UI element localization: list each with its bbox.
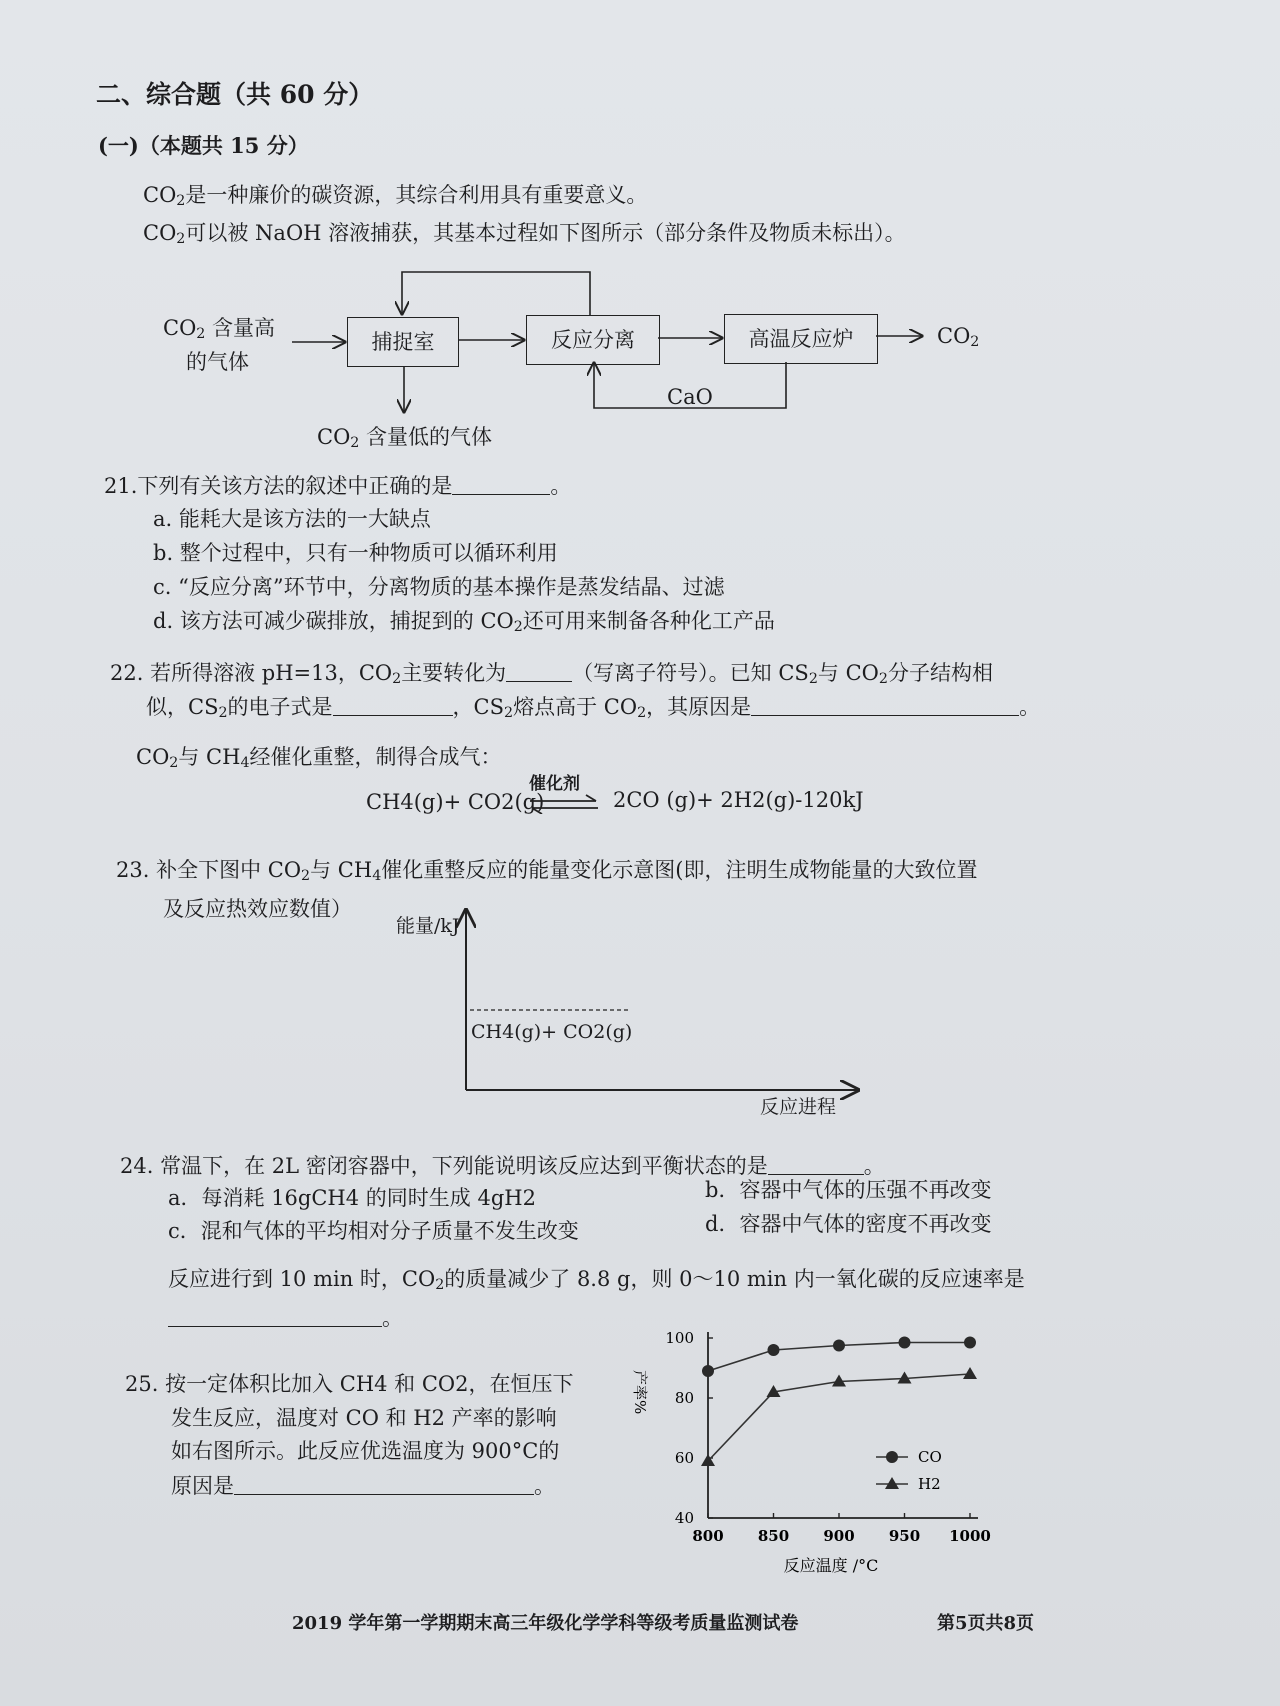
q23-text: 与 CH [310, 858, 373, 882]
q21-option-c: c. “反应分离”环节中，分离物质的基本操作是蒸发结晶、过滤 [153, 575, 725, 599]
q21-answer-blank[interactable] [452, 473, 550, 495]
q24-answer-blank[interactable] [768, 1153, 864, 1175]
chart-y-tick-label: 60 [674, 1449, 694, 1467]
intro-line-2: $CO_2$可以被 NaOH 溶液捕获，其基本过程如下图所示（部分条件及物质未标出）。 [143, 221, 906, 248]
flow-output-co2: CO [937, 324, 971, 348]
flow-input-line1: $CO_2$ 含量高 [163, 316, 276, 343]
q22-text: ，CS [452, 695, 505, 719]
chart-x-tick-label: 800 [692, 1527, 724, 1545]
reform-equation-right: 2CO (g)+ 2H2(g)-120kJ [613, 788, 864, 812]
reform-text: 与 CH [178, 745, 241, 769]
q22-reason-blank[interactable] [751, 694, 1019, 716]
flow-output: $CO_2$ [937, 324, 980, 351]
q21-option-b: b. 整个过程中，只有一种物质可以循环利用 [153, 541, 558, 565]
intro-line-2-text: 可以被 NaOH 溶液捕获，其基本过程如下图所示（部分条件及物质未标出）。 [185, 221, 906, 245]
chart-y-tick-label: 80 [674, 1389, 694, 1407]
chart-x-label: 反应温度 /°C [783, 1556, 879, 1575]
q22-text: （写离子符号）。已知 CS [572, 661, 809, 685]
chart-y-tick-label: 100 [665, 1329, 694, 1347]
intro-co2-text: CO [143, 183, 177, 207]
section-title: 二、综合题（共 60 分） [96, 80, 374, 109]
recycle-loop-top [402, 272, 590, 316]
flow-waste-co2: CO [317, 425, 351, 449]
section-subtitle: (一)（本题共 15 分） [98, 133, 309, 158]
flow-input-line2: 的气体 [186, 350, 249, 374]
q25-line-1: 25. 按一定体积比加入 CH4 和 CO2，在恒压下 [125, 1372, 574, 1396]
q25-end: 。 [534, 1474, 555, 1498]
flow-waste-text: 含量低的气体 [359, 425, 493, 449]
q21-stem [104, 473, 571, 499]
reform-intro: $CO_2$与 $CH_4$经催化重整，制得合成气： [136, 745, 502, 772]
flow-box-furnace: 高温反应炉 [724, 314, 878, 364]
q24-rate-blank[interactable] [168, 1305, 382, 1327]
footer-title: 2019 学年第一学期期末高三年级化学学科等级考质量监测试卷 [292, 1613, 799, 1634]
intro-co2-text: CO [143, 221, 177, 245]
q25-line-4-text: 原因是 [171, 1474, 234, 1498]
q21-option-d: d. 该方法可减少碳排放，捕捉到的 $CO_2$还可用来制备各种化工产品 [153, 609, 775, 636]
q24-rate-text-2: 的质量减少了 8.8 g，则 0～10 min 内一氧化碳的反应速率是 [444, 1267, 1025, 1291]
q25-line-4 [171, 1473, 555, 1499]
q23-line-2: 及反应热效应数值） [163, 897, 352, 921]
q24-rate-end: 。 [382, 1306, 403, 1330]
q21-option-d-text-2: 还可用来制备各种化工产品 [522, 609, 775, 633]
q22-text: 似，CS [146, 695, 219, 719]
intro-line-1-text: 是一种廉价的碳资源，其综合利用具有重要意义。 [185, 183, 648, 207]
legend-marker-co [886, 1451, 898, 1463]
reform-text: CO [136, 745, 170, 769]
q24-option-a: a．每消耗 16gCH4 的同时生成 4gH2 [168, 1186, 536, 1210]
chart-x-tick-label: 900 [823, 1527, 855, 1545]
q21-end: 。 [550, 474, 572, 498]
intro-line-1: $CO_2$是一种廉价的碳资源，其综合利用具有重要意义。 [143, 183, 648, 210]
chart-x-tick-label: 850 [757, 1527, 790, 1545]
q24-rate-answer [168, 1305, 403, 1331]
energy-y-label: 能量/kJ [396, 915, 460, 937]
yield-chart [620, 1320, 1000, 1580]
q22-line-1: 22. 若所得溶液 pH=13，$CO_2$主要转化为 （写离子符号）。已知 $CS_2$与 $CO_2$分子结构相 [110, 661, 993, 688]
q22-text: ，其原因是 [646, 695, 752, 719]
q25-reason-blank[interactable] [234, 1473, 534, 1495]
reform-equation-left: CH4(g)+ CO2(g) [366, 790, 545, 814]
q21-stem-text: 21.下列有关该方法的叙述中正确的是 [104, 474, 453, 498]
flow-box-capture: 捕捉室 [347, 317, 459, 367]
q22-text: 22. 若所得溶液 pH=13，CO [110, 661, 393, 685]
legend-label-co: CO [918, 1448, 942, 1466]
q22-text: 分子结构相 [887, 661, 993, 685]
q25-line-3: 如右图所示。此反应优选温度为 900°C的 [171, 1439, 560, 1463]
flow-diagram [0, 0, 1280, 460]
q24-stem-text: 24. 常温下，在 2L 密闭容器中，下列能说明该反应达到平衡状态的是 [120, 1154, 768, 1178]
q22-text: 主要转化为 [401, 661, 507, 685]
q22-text: 与 CO [817, 661, 879, 685]
q22-line-2: 似，$CS_2$的电子式是 ，$CS_2$熔点高于 $CO_2$，其原因是 。 [146, 695, 1041, 722]
q24-stem [120, 1153, 885, 1179]
q24-end: 。 [863, 1154, 885, 1178]
chart-y-label: 产率% [631, 1370, 649, 1415]
q22-text: 的电子式是 [227, 695, 333, 719]
q22-end: 。 [1019, 695, 1041, 719]
data-point-co [702, 1365, 714, 1377]
legend-marker-h2 [885, 1477, 899, 1489]
flow-box-separation: 反应分离 [526, 315, 660, 365]
q23-text: 催化重整反应的能量变化示意图(即，注明生成物能量的大致位置 [381, 858, 978, 882]
equilibrium-arrows-icon [528, 794, 600, 814]
q25-line-2: 发生反应，温度对 CO 和 H2 产率的影响 [171, 1406, 557, 1430]
q24-option-d: d．容器中气体的密度不再改变 [705, 1212, 992, 1236]
data-point-co [768, 1344, 780, 1356]
q22-text: 熔点高于 CO [513, 695, 638, 719]
q22-ion-blank[interactable] [506, 660, 572, 682]
chart-x-tick-label: 1000 [949, 1527, 991, 1545]
flow-waste-gas: $CO_2$ 含量低的气体 [317, 425, 493, 452]
reform-catalyst: 催化剂 [529, 774, 580, 794]
flow-input-text: 含量高 [205, 316, 276, 340]
reform-text: 经催化重整，制得合成气： [249, 745, 502, 769]
flow-recycle-cao: CaO [667, 385, 713, 409]
data-point-co [899, 1337, 911, 1349]
footer-page: 第5页共8页 [937, 1613, 1035, 1634]
flow-input-co2: CO [163, 316, 197, 340]
energy-reactant-label: CH4(g)+ CO2(g) [471, 1021, 633, 1043]
q21-option-a: a. 能耗大是该方法的一大缺点 [153, 507, 431, 531]
q24-rate-line: 反应进行到 10 min 时，$CO_2$的质量减少了 8.8 g，则 0～10 min 内一氧化碳的反应速率是 [168, 1267, 1025, 1294]
chart-x-tick-label: 950 [888, 1527, 921, 1545]
q23-text: 23. 补全下图中 CO [116, 858, 302, 882]
energy-x-label: 反应进程 [760, 1096, 837, 1118]
q23-line-1: 23. 补全下图中 $CO_2$与 $CH_4$催化重整反应的能量变化示意图(即，注明生成物能量的大致位置 [116, 858, 978, 885]
data-point-co [964, 1337, 976, 1349]
data-point-h2 [963, 1367, 977, 1379]
chart-y-tick-label: 40 [674, 1509, 694, 1527]
q24-rate-text: 反应进行到 10 min 时，CO [168, 1267, 436, 1291]
q24-option-c: c．混和气体的平均相对分子质量不发生改变 [168, 1219, 579, 1243]
legend-label-h2: H2 [918, 1475, 941, 1493]
q22-electron-formula-blank[interactable] [333, 694, 453, 716]
q24-option-b: b．容器中气体的压强不再改变 [705, 1178, 992, 1202]
q21-option-d-text: d. 该方法可减少碳排放，捕捉到的 CO [153, 609, 514, 633]
data-point-co [833, 1340, 845, 1352]
